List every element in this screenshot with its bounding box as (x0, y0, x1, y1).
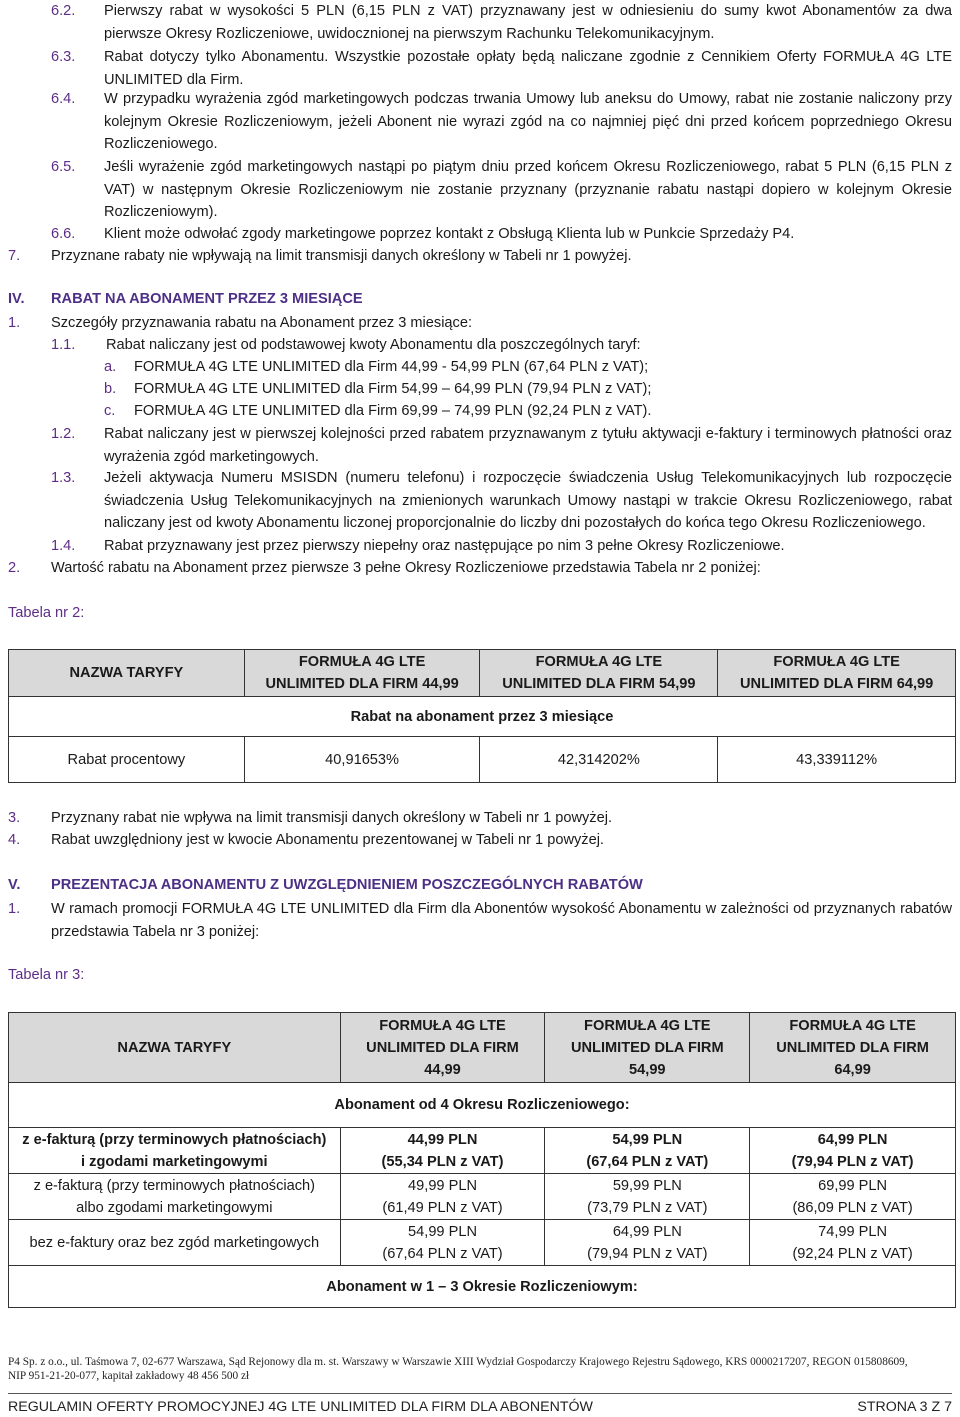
table-2 (8, 649, 956, 783)
table-row: z e-fakturą (przy terminowych płatnościach) i zgodami marketingowymi 44,99 PLN (55,34 PLN z VAT) 54,99 PLN (67,64 PLN z VAT) 64,99 PLN (79,94 PLN z VAT) (9, 1128, 956, 1174)
company-info-line-1: P4 Sp. z o.o., ul. Taśmowa 7, 02-677 Warszawa, Sąd Rejonowy dla m. st. Warszawy w Warszawie XIII Wydział Gospodarczy Krajowego Rejestru Sądowego, KRS 0000217207, REGON 015808609, (8, 1356, 908, 1368)
table-3-header-col-2: FORMUŁA 4G LTE UNLIMITED DLA FIRM 54,99 (545, 1013, 750, 1083)
table-3-span-row-1: Abonament od 4 Okresu Rozliczeniowego: (9, 1083, 956, 1128)
page-footer (8, 1399, 952, 1417)
table-2-header-row (9, 650, 956, 697)
table-3-header-name: NAZWA TARYFY (9, 1013, 341, 1083)
table-row: Rabat procentowy 40,91653% 42,314202% 43,339112% (9, 737, 956, 783)
table-3-header-row (9, 1013, 956, 1083)
table-row: z e-fakturą (przy terminowych płatnościach) albo zgodami marketingowymi 49,99 PLN (61,49 PLN z VAT) 59,99 PLN (73,79 PLN z VAT) 69,99 PLN (86,09 PLN z VAT) (9, 1174, 956, 1220)
table-2-header-col-1: FORMUŁA 4G LTE UNLIMITED DLA FIRM 44,99 (244, 650, 480, 697)
footer-divider (8, 1393, 952, 1394)
table-row: bez e-faktury oraz bez zgód marketingowych 54,99 PLN (67,64 PLN z VAT) 64,99 PLN (79,94 PLN z VAT) 74,99 PLN (92,24 PLN z VAT) (9, 1220, 956, 1266)
table-3-header-col-3: FORMUŁA 4G LTE UNLIMITED DLA FIRM 64,99 (750, 1013, 956, 1083)
company-info-line-2: NIP 951-21-20-077, kapitał zakładowy 48 456 500 zł (8, 1370, 250, 1382)
table-3-label: Tabela nr 3: (8, 967, 85, 983)
table-3 (8, 1012, 956, 1308)
table-2-header-col-2: FORMUŁA 4G LTE UNLIMITED DLA FIRM 54,99 (480, 650, 718, 697)
table-2-span-row: Rabat na abonament przez 3 miesiące (9, 697, 956, 737)
document-title: REGULAMIN OFERTY PROMOCYJNEJ 4G LTE UNLIMITED DLA FIRM DLA ABONENTÓW (8, 1399, 593, 1415)
table-2-header-name: NAZWA TARYFY (9, 650, 245, 697)
document-page: 6.2. Pierwszy rabat w wysokości 5 PLN (6,15 PLN z VAT) przyznawany jest w odniesieniu do sumy kwot Abonamentów za dwa pierwsze Okresy Rozliczeniowe, uwidocznionej na pierwszym Rachunku Telekomunikacyjnym. 6.3. Rabat dotyczy tylko Abonamentu. Wszystkie pozostałe opłaty będą naliczane zgodnie z Cennikiem Oferty FORMUŁA 4G LTE UNLIMITED dla Firm. 6.4. W przypadku wyrażenia zgód marketingowych podczas trwania Umowy lub aneksu do Umowy, rabat nie zostanie naliczony przy kolejnym Okresie Rozliczeniowym, jeżeli Abonent nie wyrazi zgód na co najmniej pięć dni przed końcem poprzedniego Okresu Rozliczeniowego. 6.5. Jeśli wyrażenie zgód marketingowych nastąpi po piątym dniu przed końcem Okresu Rozliczeniowego, rabat 5 PLN (6,15 PLN z VAT) w następnym Okresie Rozliczeniowym nie zostanie przyznany (przyznanie rabatu nastąpi dopiero w kolejnym Okresie Rozliczeniowym). 6.6. Klient może odwołać zgody marketingowe poprzez kontakt z Obsługą Klienta lub w Punkcie Sprzedaży P4. 7. Przyznane rabaty nie wpływają na limit transmisji danych określony w Tabeli nr 1 powyżej. IV. RABAT NA ABONAMENT PRZEZ 3 MIESIĄCE 1. Szczegóły przyznawania rabatu na Abonament przez 3 miesiące: 1.1. Rabat naliczany jest od podstawowej kwoty Abonamentu dla poszczególnych taryf: a. FORMUŁA 4G LTE UNLIMITED dla Firm 44,99 - 54,99 PLN (67,64 PLN z VAT); b. FORMUŁA 4G LTE UNLIMITED dla Firm 54,99 – 64,99 PLN (79,94 PLN z VAT); c. FORMUŁA 4G LTE UNLIMITED dla Firm 69,99 – 74,99 PLN (92,24 PLN z VAT). 1.2. Rabat naliczany jest w pierwszej kolejności przed rabatem przyznawanym z tytułu aktywacji e-faktury i terminowych płatności oraz wyrażenia zgód marketingowych. 1.3. Jeżeli aktywacja Numeru MSISDN (numeru telefonu) i rozpoczęcie świadczenia Usług Telekomunikacyjnych lub rozpoczęcie świadczenia Usług Telekomunikacyjnych na zmienionych warunkach Umowy nastąpi w trakcie Okresu Rozliczeniowego, rabat naliczany jest od kwoty Abonamentu liczonej proporcjonalnie do liczby dni pozostałych do końca tego Okresu Rozliczeniowego. 1.4. Rabat przyznawany jest przez pierwszy niepełny oraz następujące po nim 3 pełne Okresy Rozliczeniowe. 2. Wartość rabatu na Abonament przez pierwsze 3 pełne Okresy Rozliczeniowe przedstawia Tabela nr 2 poniżej: Tabela nr 2: NAZWA TARYFY FORMUŁA 4G LTE UNLIMITED DLA FIRM 44,99 FORMUŁA 4G LTE UNLIMITED DLA FIRM 54,99 FORMUŁA 4G LTE UNLIMITED DLA FIRM 64,99 Rabat na abonament przez 3 miesiące Rabat procentowy 40,91653% 42,314202% 43,339112% 3. Przyznany rabat nie wpływa na limit transmisji danych określony w Tabeli nr 1 powyżej. 4. Rabat uwzględniony jest w kwocie Abonamentu prezentowanej w Tabeli nr 1 powyżej. V. PREZENTACJA ABONAMENTU Z UWZGLĘDNIENIEM POSZCZEGÓLNYCH RABATÓW 1. W ramach promocji FORMUŁA 4G LTE UNLIMITED dla Firm dla Abonentów wysokość Abonamentu w zależności od przyznanych rabatów przedstawia Tabela nr 3 poniżej: Tabela nr 3: NAZWA TARYFY FORMUŁA 4G LTE UNLIMITED DLA FIRM 44,99 FORMUŁA 4G LTE UNLIMITED DLA FIRM 54,99 FORMUŁA 4G LTE UNLIMITED DLA FIRM 64,99 Abonament od 4 Okresu Rozliczeniowego: z e-fakturą (przy terminowych płatnościach) i zgodami marketingowymi 44,99 PLN (55,34 PLN z VAT) 54,99 PLN (67,64 PLN z VAT) 64,99 PLN (79,94 PLN z VAT) z e-fakturą (przy terminowych płatnościach) albo zgodami marketingowymi 49,99 PLN (61,49 PLN z VAT) 59,99 PLN (73,79 PLN z VAT) 69,99 PLN (86,09 PLN z VAT) bez e-faktury oraz bez zgód marketingowych 54,99 PLN (67,64 PLN z VAT) 64,99 PLN (79,94 PLN z VAT) 74,99 PLN (92,24 PLN z VAT) Abonament w 1 – 3 Okresie Rozliczeniowym: P4 Sp. z o.o., ul. Taśmowa 7, 02-677 Warszawa, Sąd Rejonowy dla m. st. Warszawy w Warszawie XIII Wydział Gospodarczy Krajowego Rejestru Sądowego, KRS 0000217207, REGON 015808609, NIP 951-21-20-077, kapitał zakładowy 48 456 500 zł REGULAMIN OFERTY PROMOCYJNEJ 4G LTE UNLIMITED DLA FIRM DLA ABONENTÓW STRONA 3 Z 7 (0, 0, 960, 1417)
table-2-header-col-3: FORMUŁA 4G LTE UNLIMITED DLA FIRM 64,99 (718, 650, 956, 697)
table-2-label: Tabela nr 2: (8, 605, 85, 621)
page-number: STRONA 3 Z 7 (857, 1399, 952, 1415)
table-3-header-col-1: FORMUŁA 4G LTE UNLIMITED DLA FIRM 44,99 (340, 1013, 545, 1083)
table-3-span-row-2: Abonament w 1 – 3 Okresie Rozliczeniowym: (9, 1266, 956, 1308)
